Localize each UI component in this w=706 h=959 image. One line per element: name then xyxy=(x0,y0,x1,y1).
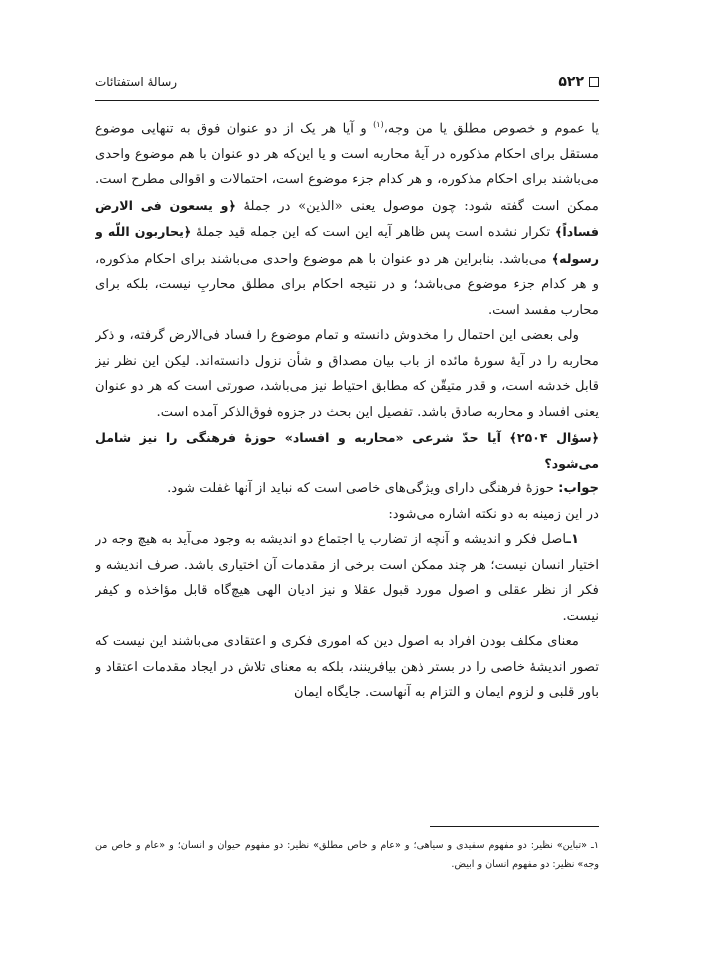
footnote: ۱ـ «تباین» نظیر: دو مفهوم سفیدی و سیاهی؛ و «عام و خاص مطلق» نظیر: دو مفهوم حیوان و انسان؛ و «عام و خاص من وجه» نظیر: دو مفهوم انسان و ابیض. xyxy=(95,840,599,870)
page-number-block xyxy=(558,74,599,90)
point-number: ۱ـ xyxy=(566,532,579,548)
p1-part-a: یا عموم و خصوص مطلق یا من وجه، xyxy=(383,121,599,137)
header-divider xyxy=(95,100,599,101)
running-title: رسالهٔ استفتائات xyxy=(95,75,178,89)
p1-part-b: و آیا هر یک از دو عنوان فوق به تنهایی موضوع مستقل برای احکام مذکوره در آیهٔ محاربه است و یا این‌که هر دو عنوان با هم موضوع واحدی می‌باشند برای احکام مذکوره، و هر کدام جزء موضوع است، احتمالات و اقوالی مطرح است. ممکن است گفته شود: چون موصول یعنی «الذین» در جملهٔ xyxy=(95,121,599,214)
paragraph-4: در این زمینه به دو نکته اشاره می‌شود: xyxy=(388,506,599,522)
p1-part-d: می‌باشد. بنابراین هر دو عنوان با هم موضوع واحدی می‌باشند برای احکام مذکوره، و هر کدام جزء موضوع می‌باشد؛ و در نتیجه احکام برای مطلق محاربِ نیست، بلکه برای محارب مفسد است. xyxy=(95,251,599,318)
paragraph-5 xyxy=(95,527,599,629)
answer-label: جواب: xyxy=(558,481,599,497)
point-text: اصل فکر و اندیشه و آنچه از تضارب یا اجتماع دو اندیشه به وجود می‌آید به هیچ وجه در اختیار انسان نیست؛ هر چند ممکن است برخی از مقدمات آن اختیاری باشد. صرف اندیشه و فکر از نظر عقلی و اصول مورد قبول عقلا و نیز ادیان الهی هیچ‌گاه قابل مؤاخذه و کیفر نیست. xyxy=(95,532,599,624)
answer-text: حوزهٔ فرهنگی دارای ویژگی‌های خاصی است که نباید از آنها غفلت شود. xyxy=(167,481,559,497)
answer-paragraph xyxy=(95,476,599,502)
footnote-reference: (۱) xyxy=(373,120,384,129)
p1-part-c: تکرار نشده است پس ظاهر آیه این است که این جمله قید جملهٔ xyxy=(191,225,556,241)
body-text xyxy=(95,112,599,837)
paragraph-2: ولی بعضی این احتمال را مخدوش دانسته و تمام موضوع را فساد فی‌الارض گرفته، و ذکر محاربه را در آیهٔ سورهٔ مائده از باب بیان مصداق و شأن نزول دانسته‌اند. لیکن این نظر نیز قابل خدشه است، و قدر متیقّن که مطابق احتیاط نیز می‌باشد، صورتی است که هر دو عنوان یعنی افساد و محاربه صادق باشد. تفصیل این بحث در جزوه فوق‌الذکر آمده است. xyxy=(95,328,599,420)
question-heading: ﴿سؤال ۲۵۰۴﴾ آیا حدّ شرعی «محاربه و افساد» حوزهٔ فرهنگی را نیز شامل می‌شود؟ xyxy=(95,430,599,471)
quran-quote-2: ﴿یحاربون اللّه و رسوله﴾ xyxy=(95,224,599,266)
paragraph-1 xyxy=(95,112,599,323)
paragraph-6: معنای مکلف بودن افراد به اصول دین که اموری فکری و اعتقادی می‌باشند این نیست که تصور اندیشهٔ خاصی را در بستر ذهن بیافرینند، بلکه به معنای تلاش در ایجاد مقدمات اعتقاد و باور قلبی و لزوم ایمان و التزام به آنهاست. جایگاه ایمان xyxy=(95,634,599,701)
page-number: ۵۲۲ xyxy=(558,74,584,90)
page-header xyxy=(95,72,599,94)
footnote-divider xyxy=(430,826,599,827)
quran-quote-1: ﴿و یسعون فی الارض فساداً﴾ xyxy=(95,197,599,240)
hollow-square-icon xyxy=(589,77,599,87)
